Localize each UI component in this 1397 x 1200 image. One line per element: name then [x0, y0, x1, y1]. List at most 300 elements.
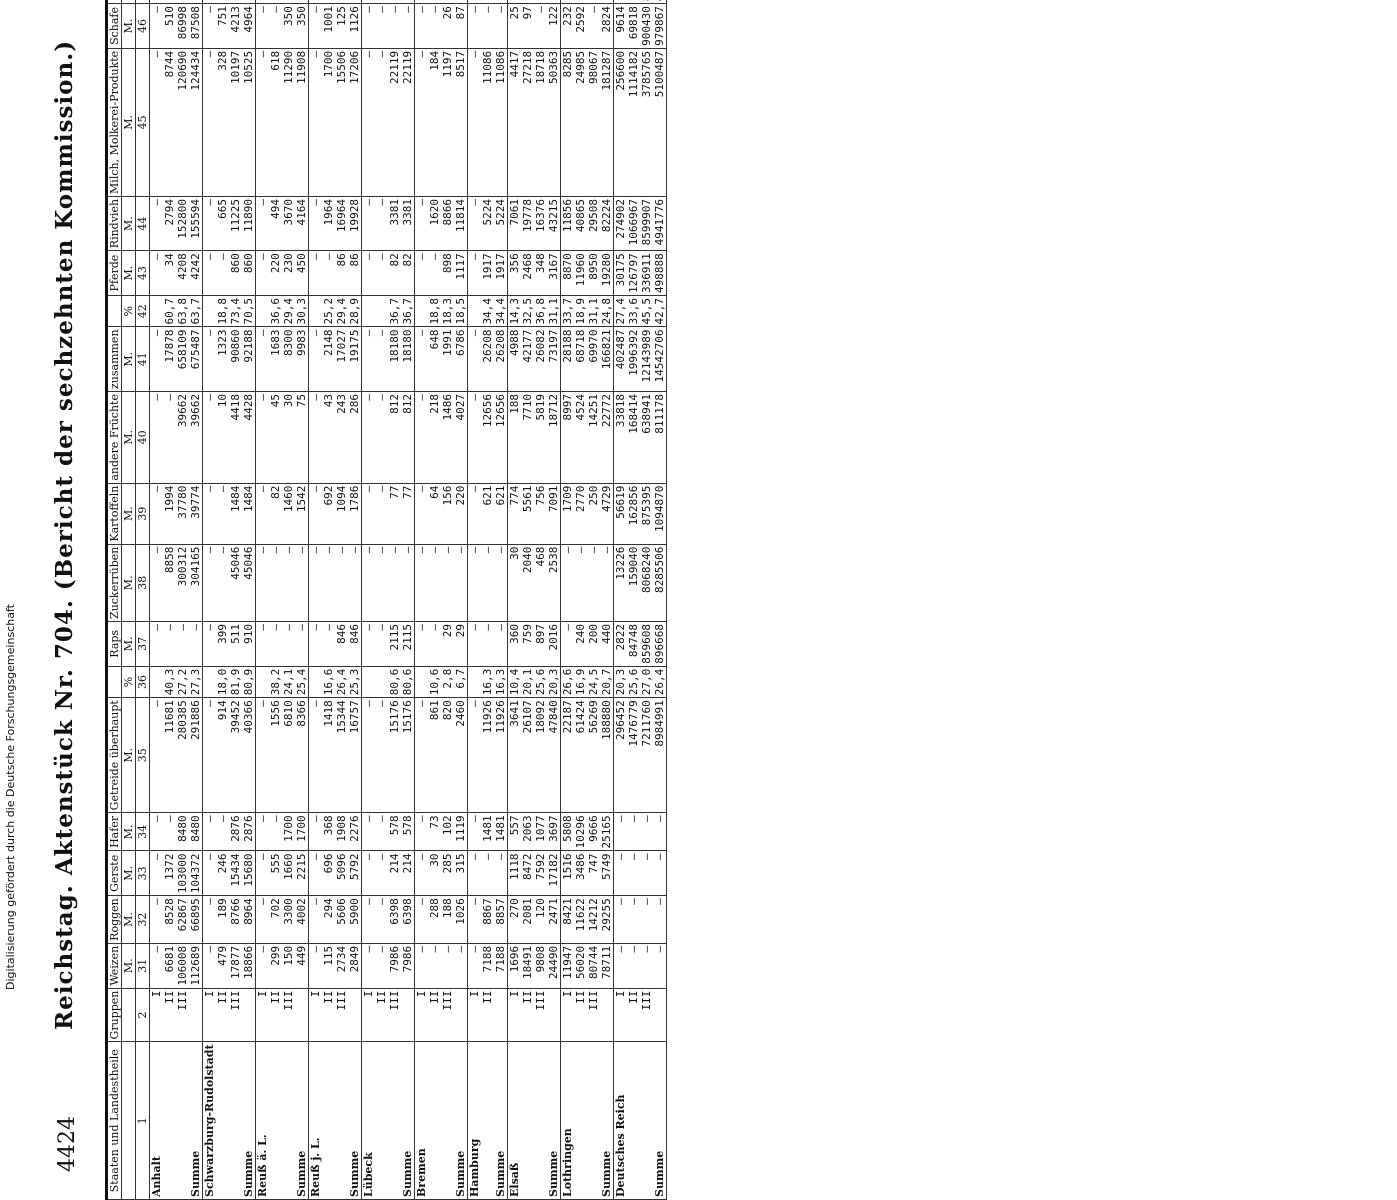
table-row — [428, 0, 441, 1200]
table-cell — [150, 295, 164, 327]
table-cell: 1484 — [242, 483, 256, 544]
table-cell: — — [653, 851, 667, 896]
table-cell: — — [468, 851, 482, 896]
table-row — [362, 0, 376, 1200]
table-cell: 494 — [269, 196, 282, 250]
table-cell: — — [388, 544, 401, 621]
table-cell: — — [362, 4, 376, 49]
table-cell: 1484 — [229, 483, 242, 544]
row-group: III — [587, 988, 600, 1042]
table-cell: 8870 — [561, 251, 575, 296]
table-cell: — — [415, 327, 429, 392]
table-cell: 18866 — [242, 943, 256, 988]
table-cell: 2538 — [547, 544, 561, 621]
table-cell: 348 — [534, 251, 547, 296]
table-cell: — — [362, 483, 376, 544]
table-cell: 846 — [335, 621, 348, 666]
table-cell: — — [428, 544, 441, 621]
row-state — [335, 1042, 348, 1200]
table-cell: — — [375, 544, 388, 621]
row-group — [242, 988, 256, 1042]
table-row — [295, 0, 309, 1200]
row-state — [216, 1042, 229, 1200]
table-cell: 39662 — [176, 392, 189, 484]
table-cell: 1964 — [322, 196, 335, 250]
table-cell — [176, 0, 189, 4]
table-cell: 498888 — [653, 251, 667, 296]
table-cell: — — [362, 698, 376, 813]
table-cell: 155594 — [189, 196, 203, 250]
table-cell: 6398 — [388, 896, 401, 944]
table-cell: 25,2 — [322, 295, 335, 327]
table-row — [614, 0, 628, 1200]
table-cell: 29 — [454, 621, 468, 666]
table-cell: 2215 — [295, 851, 309, 896]
row-state: Summe — [600, 1042, 614, 1200]
table-cell — [229, 0, 242, 4]
table-cell: — — [150, 943, 164, 988]
table-cell: 10197 — [229, 48, 242, 196]
table-cell: — — [401, 4, 415, 49]
table-cell: 20,3 — [547, 666, 561, 698]
row-group — [494, 988, 508, 1042]
row-state: Summe — [547, 1042, 561, 1200]
table-cell: 70,5 — [242, 295, 256, 327]
table-cell: — — [494, 4, 508, 49]
table-cell: 5606 — [335, 896, 348, 944]
table-cell: 82 — [388, 251, 401, 296]
table-cell: 77 — [388, 483, 401, 544]
table-row — [348, 0, 362, 1200]
table-cell: 702 — [269, 896, 282, 944]
table-cell: — — [415, 483, 429, 544]
table-cell: 4729 — [600, 483, 614, 544]
table-cell: 32,5 — [521, 295, 534, 327]
row-state: Elsaß — [508, 1042, 522, 1200]
table-cell: 25,4 — [295, 666, 309, 698]
table-row — [256, 0, 270, 1200]
table-cell: 18712 — [547, 392, 561, 484]
table-cell: — — [256, 943, 270, 988]
table-cell — [454, 0, 468, 4]
table-cell: 25,6 — [534, 666, 547, 698]
column-number: 38 — [136, 544, 150, 621]
row-state — [534, 1042, 547, 1200]
table-cell: — — [309, 196, 323, 250]
table-cell: 80,6 — [401, 666, 415, 698]
table-cell: 63,7 — [189, 295, 203, 327]
table-cell: 7710 — [521, 392, 534, 484]
table-cell: 555 — [269, 851, 282, 896]
table-cell: 27,2 — [176, 666, 189, 698]
table-cell: 1700 — [295, 813, 309, 851]
table-cell: 120 — [534, 896, 547, 944]
table-cell — [362, 0, 376, 4]
table-cell: 69818 — [627, 4, 640, 49]
table-cell: 1683 — [269, 327, 282, 392]
table-cell: 31,1 — [547, 295, 561, 327]
table-cell: — — [561, 544, 575, 621]
column-number: 39 — [136, 483, 150, 544]
table-cell: 296452 — [614, 698, 628, 813]
column-number: 33 — [136, 851, 150, 896]
table-cell: — — [150, 544, 164, 621]
table-cell: 11856 — [561, 196, 575, 250]
row-state: Schwarzburg-Rudolstadt — [203, 1042, 217, 1200]
table-cell: — — [203, 813, 217, 851]
table-cell: 34,4 — [481, 295, 494, 327]
table-cell: 8480 — [176, 813, 189, 851]
table-cell: — — [415, 896, 429, 944]
table-cell: 24,5 — [587, 666, 600, 698]
row-state: Anhalt — [150, 1042, 164, 1200]
column-unit: M. — [122, 943, 136, 988]
table-cell: 87508 — [189, 4, 203, 49]
table-cell: — — [362, 251, 376, 296]
row-group: II — [574, 988, 587, 1042]
table-cell: 5900 — [348, 896, 362, 944]
table-cell: — — [216, 813, 229, 851]
table-cell: — — [256, 48, 270, 196]
table-cell: 356 — [508, 251, 522, 296]
table-cell: 8528 — [163, 896, 176, 944]
table-cell: 1077 — [534, 813, 547, 851]
table-cell: — — [441, 544, 454, 621]
table-cell: 24490 — [547, 943, 561, 988]
column-unit: M. — [122, 621, 136, 666]
table-cell: — — [494, 851, 508, 896]
table-cell: 90860 — [229, 327, 242, 392]
table-cell: — — [494, 621, 508, 666]
column-label — [107, 295, 122, 327]
table-cell: 2592 — [574, 4, 587, 49]
column-unit: M. — [122, 251, 136, 296]
table-cell: 286 — [348, 392, 362, 484]
table-cell: 64 — [428, 483, 441, 544]
table-cell: — — [415, 392, 429, 484]
table-cell: 450 — [295, 251, 309, 296]
table-cell — [242, 0, 256, 4]
table-cell: 17878 — [163, 327, 176, 392]
table-cell: — — [415, 698, 429, 813]
table-cell: 1486 — [441, 392, 454, 484]
table-cell: — — [189, 621, 203, 666]
table-cell: 80,6 — [388, 666, 401, 698]
table-cell: 18180 — [401, 327, 415, 392]
table-cell: — — [534, 4, 547, 49]
table-cell: 14542706 — [653, 327, 667, 392]
table-cell: 479 — [216, 943, 229, 988]
table-cell: 3167 — [547, 251, 561, 296]
table-cell: 29,4 — [335, 295, 348, 327]
table-cell: 898 — [441, 251, 454, 296]
table-cell: — — [375, 327, 388, 392]
table-cell: 28188 — [561, 327, 575, 392]
table-cell: 220 — [269, 251, 282, 296]
table-row — [481, 0, 494, 1200]
row-state: Hamburg — [468, 1042, 482, 1200]
table-cell: 38,2 — [269, 666, 282, 698]
table-cell: 25,6 — [627, 666, 640, 698]
table-cell: 6810 — [282, 698, 295, 813]
table-cell: 2115 — [388, 621, 401, 666]
table-cell: — — [269, 544, 282, 621]
table-cell: — — [295, 544, 309, 621]
table-cell: — — [468, 813, 482, 851]
table-cell: 256600 — [614, 48, 628, 196]
column-label: Raps — [107, 621, 122, 666]
table-cell: — — [375, 4, 388, 49]
table-cell: 3381 — [401, 196, 415, 250]
table-cell: 4242 — [189, 251, 203, 296]
table-cell: — — [375, 698, 388, 813]
column-label: Getreide überhaupt — [107, 698, 122, 813]
table-cell: — — [614, 851, 628, 896]
dfg-credit — [4, 600, 20, 990]
table-cell: — — [375, 483, 388, 544]
table-cell: 220 — [454, 483, 468, 544]
column-label: Gerste — [107, 851, 122, 896]
table-cell: 150 — [282, 943, 295, 988]
table-cell: 300312 — [176, 544, 189, 621]
table-cell: — — [362, 544, 376, 621]
table-cell: 812 — [401, 392, 415, 484]
row-group: III — [640, 988, 653, 1042]
column-unit: M. — [122, 851, 136, 896]
table-cell: — — [348, 544, 362, 621]
table-cell — [508, 0, 522, 4]
table-cell: — — [282, 621, 295, 666]
row-group — [189, 988, 203, 1042]
table-cell: — — [150, 813, 164, 851]
table-cell: 8867 — [481, 896, 494, 944]
table-cell: 12143989 — [640, 327, 653, 392]
table-cell — [441, 0, 454, 4]
table-cell: — — [614, 813, 628, 851]
table-cell: 73197 — [547, 327, 561, 392]
table-cell: 26,4 — [335, 666, 348, 698]
table-cell: 42177 — [521, 327, 534, 392]
table-cell: — — [150, 327, 164, 392]
table-cell: — — [468, 196, 482, 250]
table-cell: — — [481, 851, 494, 896]
table-cell: 449 — [295, 943, 309, 988]
table-cell: 5792 — [348, 851, 362, 896]
table-cell: 368 — [322, 813, 335, 851]
table-cell: 26107 — [521, 698, 534, 813]
table-cell — [282, 0, 295, 4]
table-cell: 1994 — [163, 483, 176, 544]
table-cell — [587, 0, 600, 4]
table-cell: 29,4 — [282, 295, 295, 327]
row-group: III — [441, 988, 454, 1042]
table-cell: 2876 — [242, 813, 256, 851]
table-cell: 39774 — [189, 483, 203, 544]
table-cell: 510 — [163, 4, 176, 49]
column-number: 41 — [136, 327, 150, 392]
table-cell: 3641 — [508, 698, 522, 813]
table-cell: — — [203, 621, 217, 666]
table-cell: 31,1 — [587, 295, 600, 327]
table-cell: 200 — [587, 621, 600, 666]
table-cell: 36,8 — [534, 295, 547, 327]
table-cell: — — [256, 698, 270, 813]
table-cell: 4002 — [295, 896, 309, 944]
table-cell: 621 — [481, 483, 494, 544]
row-state — [428, 1042, 441, 1200]
table-cell: 2115 — [401, 621, 415, 666]
table-cell: — — [362, 813, 376, 851]
table-cell: 5096 — [335, 851, 348, 896]
table-cell: 11908 — [295, 48, 309, 196]
column-unit: M. — [122, 544, 136, 621]
table-cell: 30 — [508, 544, 522, 621]
table-cell: — — [600, 544, 614, 621]
table-cell: 2770 — [574, 483, 587, 544]
table-cell: 87 — [454, 4, 468, 49]
column-number: 35 — [136, 698, 150, 813]
table-cell: — — [375, 196, 388, 250]
table-cell: 97 — [521, 4, 534, 49]
table-cell: 22119 — [388, 48, 401, 196]
table-cell: 18180 — [388, 327, 401, 392]
table-cell: 18,0 — [216, 666, 229, 698]
table-cell: — — [322, 621, 335, 666]
table-cell: 1119 — [454, 813, 468, 851]
table-cell — [534, 0, 547, 4]
table-cell: 2148 — [322, 327, 335, 392]
table-cell: 1460 — [282, 483, 295, 544]
table-cell: 45046 — [242, 544, 256, 621]
table-cell: — — [335, 544, 348, 621]
table-cell: — — [203, 196, 217, 250]
table-cell — [415, 666, 429, 698]
table-cell: 2471 — [547, 896, 561, 944]
table-cell: 747 — [587, 851, 600, 896]
table-cell — [295, 0, 309, 4]
row-group: II — [521, 988, 534, 1042]
table-cell: 5808 — [561, 813, 575, 851]
table-cell — [614, 0, 628, 4]
row-state: Summe — [401, 1042, 415, 1200]
table-cell: 17182 — [547, 851, 561, 896]
column-unit: M. — [122, 48, 136, 196]
table-cell: 294 — [322, 896, 335, 944]
table-cell: — — [256, 196, 270, 250]
column-label — [107, 0, 122, 4]
table-cell: 774 — [508, 483, 522, 544]
table-cell: 2063 — [521, 813, 534, 851]
table-cell: 13226 — [614, 544, 628, 621]
table-cell: 1700 — [322, 48, 335, 196]
table-cell: 4164 — [295, 196, 309, 250]
table-cell — [600, 0, 614, 4]
table-cell: — — [150, 196, 164, 250]
table-cell: — — [203, 392, 217, 484]
table-cell: 36,7 — [388, 295, 401, 327]
table-cell: 3486 — [574, 851, 587, 896]
table-cell — [481, 0, 494, 4]
table-cell: 8857 — [494, 896, 508, 944]
column-unit: M. — [122, 4, 136, 49]
table-cell: 1197 — [441, 48, 454, 196]
table-cell: — — [468, 483, 482, 544]
table-cell: 1620 — [428, 196, 441, 250]
table-cell: 17027 — [335, 327, 348, 392]
table-cell: 288 — [428, 896, 441, 944]
table-cell: — — [256, 4, 270, 49]
table-cell: — — [362, 48, 376, 196]
table-cell: 18718 — [534, 48, 547, 196]
table-cell — [309, 666, 323, 698]
table-cell: 33,6 — [627, 295, 640, 327]
table-cell: — — [309, 621, 323, 666]
table-cell: 8285 — [561, 48, 575, 196]
table-cell: 1660 — [282, 851, 295, 896]
table-cell: 8421 — [561, 896, 575, 944]
table-cell: 11622 — [574, 896, 587, 944]
table-cell: 648 — [428, 327, 441, 392]
table-cell: 33818 — [614, 392, 628, 484]
table-cell: 50363 — [547, 48, 561, 196]
table-cell: 11947 — [561, 943, 575, 988]
table-cell: 103000 — [176, 851, 189, 896]
table-cell: — — [309, 698, 323, 813]
table-cell: 27,4 — [614, 295, 628, 327]
table-cell: 3697 — [547, 813, 561, 851]
table-cell: 4418 — [229, 392, 242, 484]
table-cell — [150, 666, 164, 698]
table-row — [547, 0, 561, 1200]
table-cell: 243 — [335, 392, 348, 484]
table-cell: 10,6 — [428, 666, 441, 698]
table-cell: — — [362, 851, 376, 896]
table-cell: — — [362, 896, 376, 944]
row-group: I — [203, 988, 217, 1042]
column-unit: M. — [122, 327, 136, 392]
table-cell: 11086 — [494, 48, 508, 196]
table-cell: 17206 — [348, 48, 362, 196]
table-cell: — — [176, 621, 189, 666]
row-state: Deutsches Reich — [614, 1042, 628, 1200]
table-cell: — — [256, 813, 270, 851]
table-cell: 3670 — [282, 196, 295, 250]
table-cell: 27,3 — [189, 666, 203, 698]
table-cell: 159040 — [627, 544, 640, 621]
table-cell: 4964 — [242, 4, 256, 49]
table-cell — [415, 295, 429, 327]
table-cell: 468 — [534, 544, 547, 621]
table-cell: 1323 — [216, 327, 229, 392]
table-cell: 63,8 — [176, 295, 189, 327]
table-cell: 910 — [242, 621, 256, 666]
table-cell: 1481 — [494, 813, 508, 851]
table-cell: 285 — [441, 851, 454, 896]
table-cell: 189 — [216, 896, 229, 944]
table-cell — [309, 0, 323, 4]
table-cell — [256, 295, 270, 327]
table-cell: — — [256, 896, 270, 944]
table-cell: 914 — [216, 698, 229, 813]
table-cell: — — [150, 483, 164, 544]
table-cell: 7592 — [534, 851, 547, 896]
table-cell: 214 — [401, 851, 415, 896]
table-cell: — — [362, 392, 376, 484]
table-cell: 26,6 — [561, 666, 575, 698]
table-cell: 84748 — [627, 621, 640, 666]
table-cell: — — [640, 813, 653, 851]
table-cell: 188 — [508, 392, 522, 484]
